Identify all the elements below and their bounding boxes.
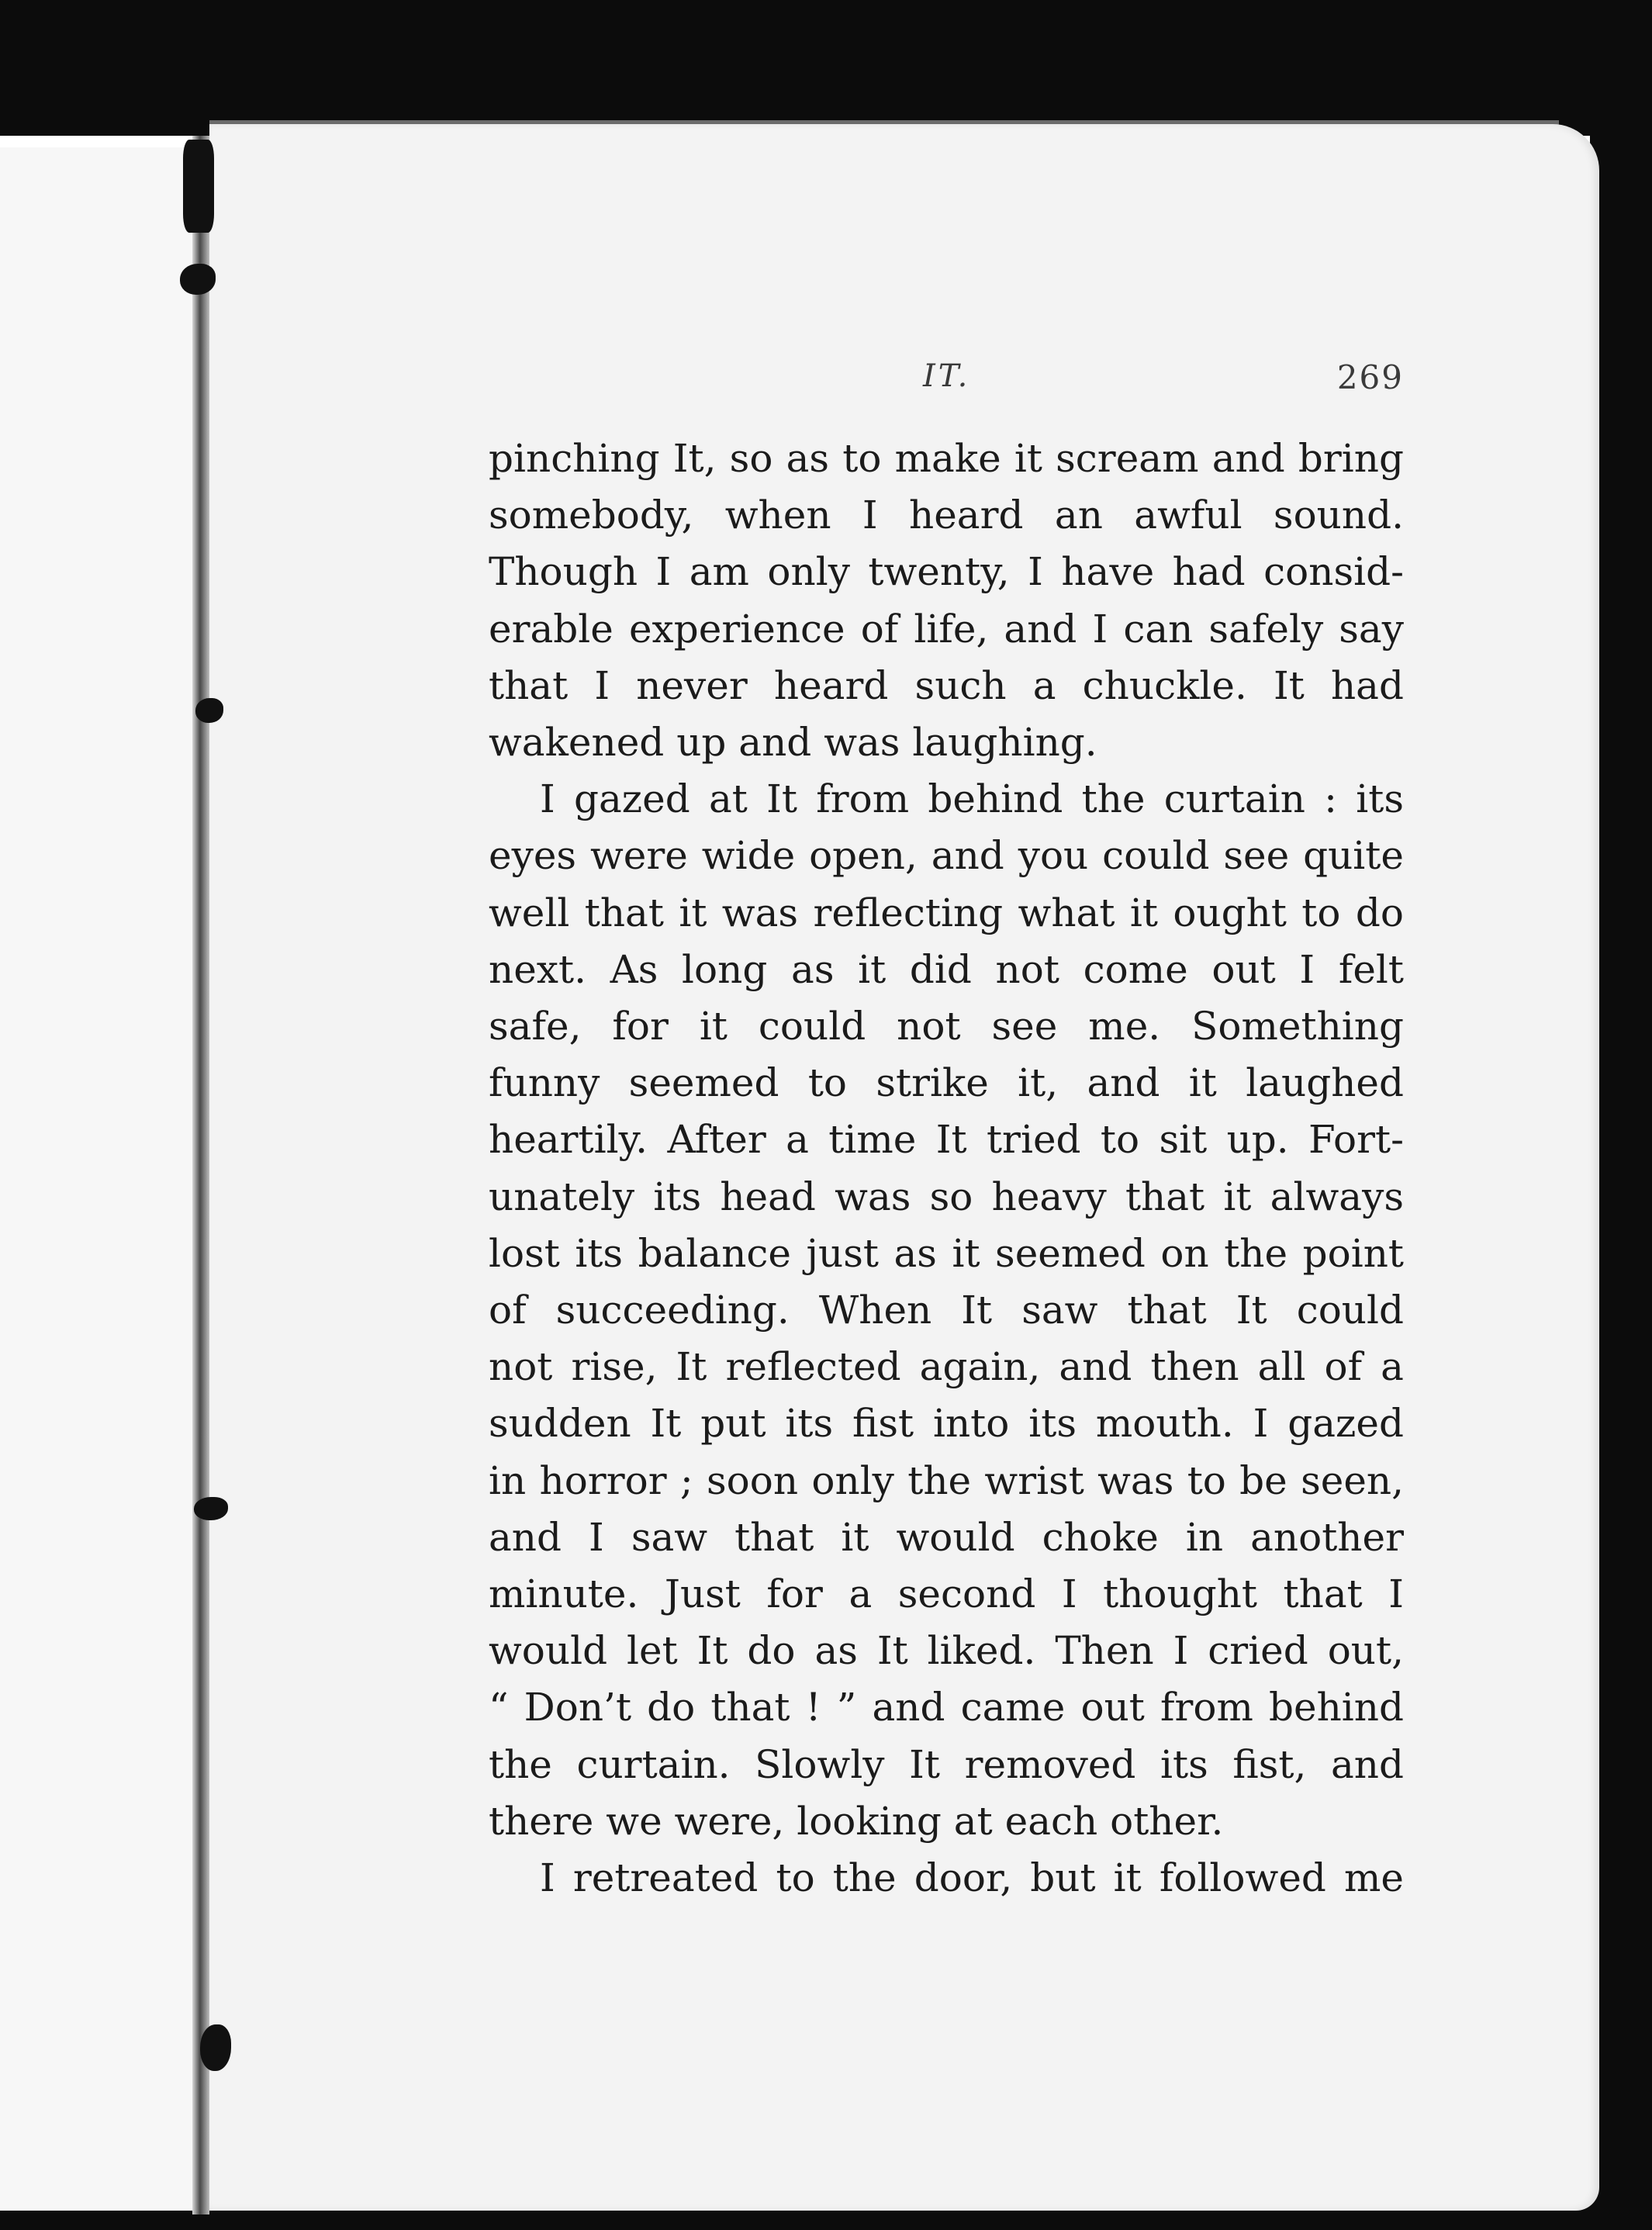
binding-mark xyxy=(200,2024,231,2071)
binding-mark xyxy=(195,698,223,723)
text-line: I gazed at It from behind the curtain : its xyxy=(540,776,1404,822)
body-text xyxy=(489,430,1404,1907)
text-line: somebody, when I heard an awful sound. xyxy=(489,493,1404,538)
text-line: wakened up and was laughing. xyxy=(489,720,1097,766)
text-line: Though I am only twenty, I have had consid- xyxy=(489,549,1404,595)
text-line: the curtain. Slowly It removed its fist, and xyxy=(489,1741,1404,1787)
text-line: “ Don’t do that ! ” and came out from behind xyxy=(489,1685,1404,1730)
running-head xyxy=(489,358,1404,405)
binding-mark xyxy=(183,140,214,233)
text-line: of succeeding. When It saw that It could xyxy=(489,1288,1404,1333)
scanner-background-top xyxy=(0,0,1652,136)
text-line: minute. Just for a second I thought that I xyxy=(489,1571,1404,1617)
text-line: erable experience of life, and I can safely say xyxy=(489,606,1404,652)
text-line: sudden It put its fist into its mouth. I gazed xyxy=(489,1401,1404,1447)
paragraph xyxy=(489,1850,1404,1907)
text-line: and I saw that it would choke in another xyxy=(489,1514,1404,1560)
page-number: 269 xyxy=(1336,358,1404,396)
text-line: pinching It, so as to make it scream and bring xyxy=(489,436,1404,481)
text-line: I retreated to the door, but it followed me xyxy=(540,1855,1404,1901)
text-line: safe, for it could not see me. Something xyxy=(489,1004,1404,1049)
book-gutter xyxy=(192,136,209,2214)
text-line: not rise, It reflected again, and then all of a xyxy=(489,1344,1404,1390)
paragraph xyxy=(489,430,1404,771)
text-line: unately its head was so heavy that it always xyxy=(489,1174,1404,1219)
facing-page-edge xyxy=(0,147,198,2211)
binding-mark xyxy=(180,264,216,295)
binding-mark xyxy=(194,1497,228,1520)
text-line: there we were, looking at each other. xyxy=(489,1798,1224,1844)
text-line: that I never heard such a chuckle. It had xyxy=(489,662,1404,708)
text-line: well that it was reflecting what it ought to do xyxy=(489,890,1404,935)
text-line: funny seemed to strike it, and it laughed xyxy=(489,1060,1404,1106)
text-line: next. As long as it did not come out I felt xyxy=(489,946,1404,992)
text-line: eyes were wide open, and you could see quite xyxy=(489,833,1404,879)
text-line: heartily. After a time It tried to sit up. Fort- xyxy=(489,1117,1404,1163)
scanner-background-right xyxy=(1590,0,1652,2230)
text-line: would let It do as It liked. Then I cried out, xyxy=(489,1628,1404,1674)
running-title: IT. xyxy=(923,358,971,394)
paragraph xyxy=(489,771,1404,1850)
text-line: lost its balance just as it seemed on the point xyxy=(489,1230,1404,1276)
text-line: in horror ; soon only the wrist was to be seen, xyxy=(489,1457,1404,1503)
